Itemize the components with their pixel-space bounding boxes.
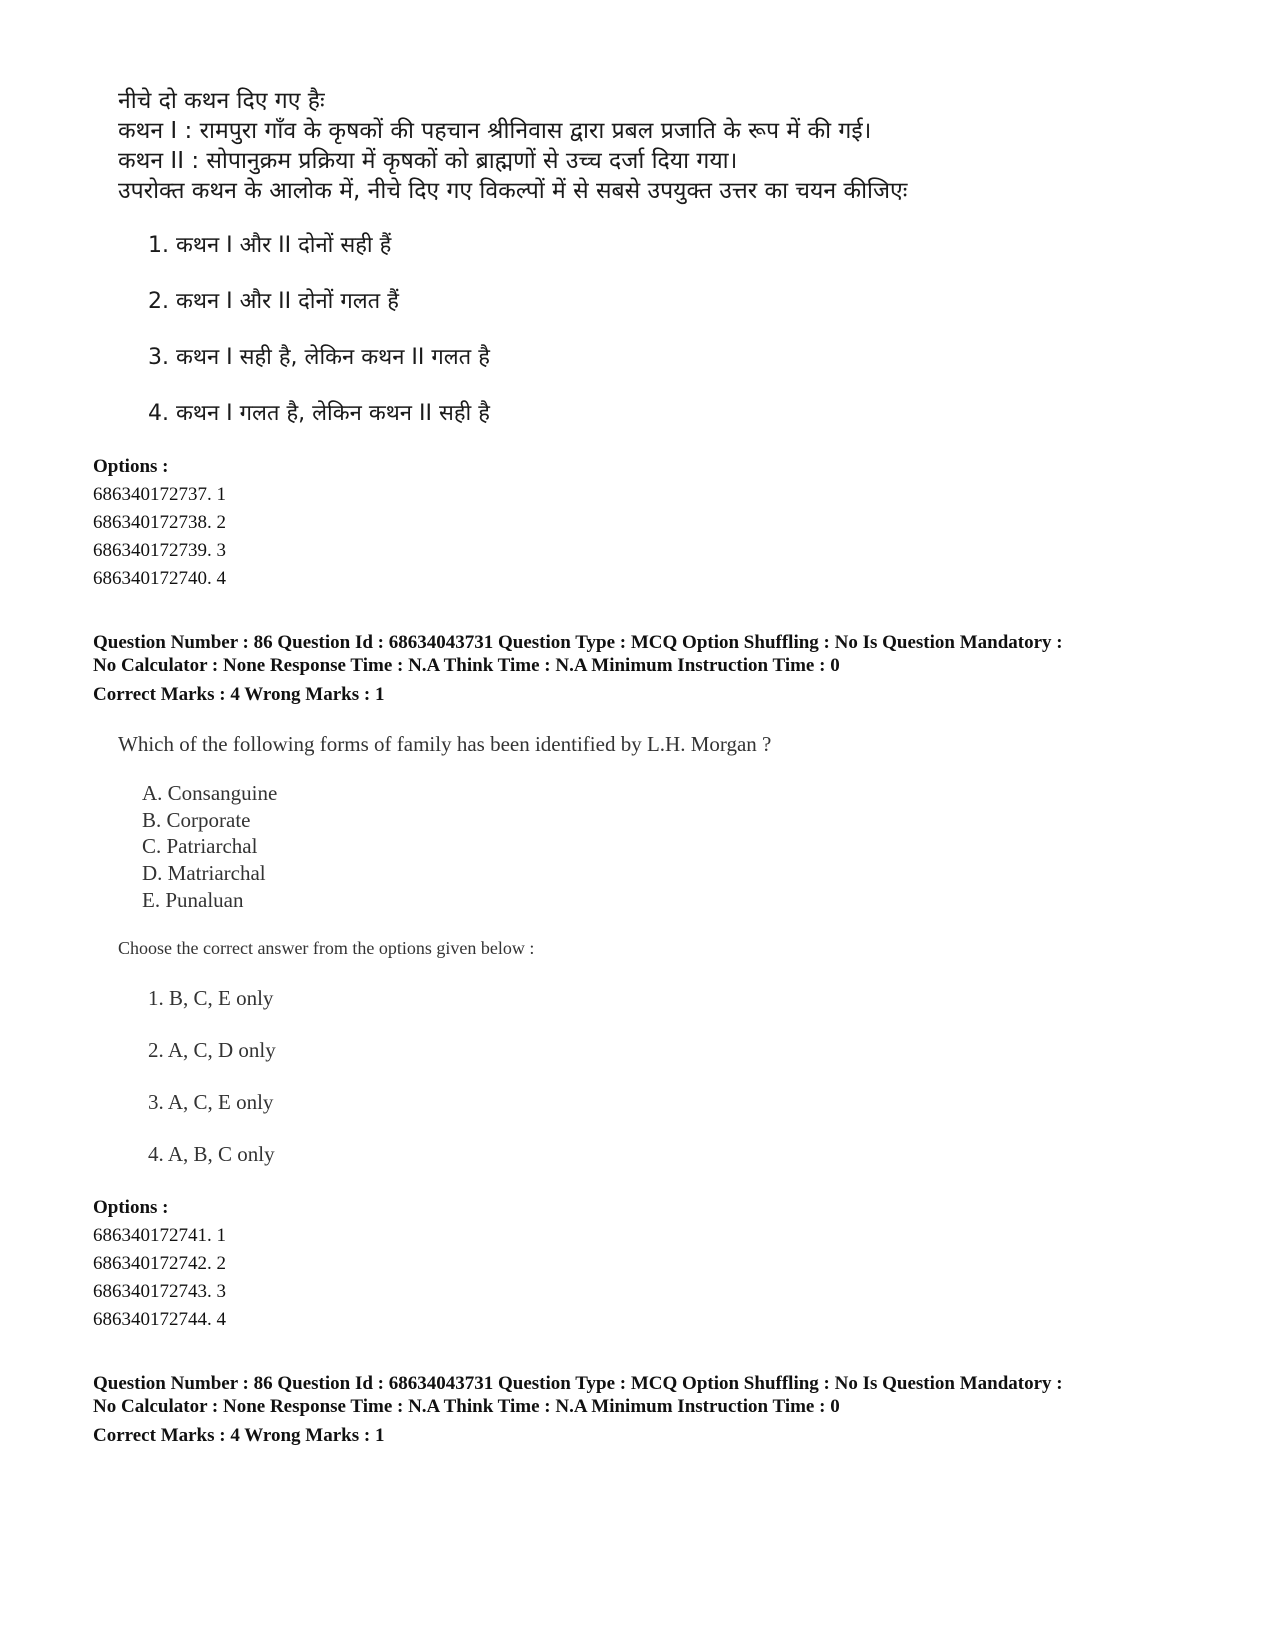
list-item: C. Patriarchal [142,834,258,858]
hindi-choice-1: 1. कथन I और II दोनों सही हैं [148,233,392,258]
marks-line: Correct Marks : 4 Wrong Marks : 1 [93,684,385,705]
hindi-choice-2: 2. कथन I और II दोनों गलत हैं [148,289,399,314]
marks-line: Correct Marks : 4 Wrong Marks : 1 [93,1425,385,1446]
list-item: B. Corporate [142,808,251,832]
option-row: 686340172742. 2 [93,1253,226,1274]
option-row: 686340172738. 2 [93,512,226,533]
list-item: E. Punaluan [142,888,244,912]
question-stem: Which of the following forms of family has been identified by L.H. Morgan ? [118,732,772,756]
option-row: 686340172743. 3 [93,1281,226,1302]
option-row: 686340172741. 1 [93,1225,226,1246]
option-row: 686340172737. 1 [93,484,226,505]
hindi-question-instruction: उपरोक्त कथन के आलोक में, नीचे दिए गए विकल्पों में से सबसे उपयुक्त उत्तर का चयन कीजिएः [118,178,908,204]
list-item: D. Matriarchal [142,861,266,885]
answer-choice-2: 2. A, C, D only [148,1038,276,1062]
options-heading: Options : [93,456,169,477]
answer-choice-1: 1. B, C, E only [148,986,274,1010]
option-row: 686340172739. 3 [93,540,226,561]
list-item: A. Consanguine [142,781,278,805]
answer-instruction: Choose the correct answer from the options given below : [118,938,535,958]
hindi-statement-1: कथन I : रामपुरा गाँव के कृषकों की पहचान श्रीनिवास द्वारा प्रबल प्रजाति के रूप में की गई। [118,118,872,144]
question-meta-line: No Calculator : None Response Time : N.A Think Time : N.A Minimum Instruction Time : 0 [93,1396,840,1417]
options-heading: Options : [93,1197,169,1218]
hindi-choice-4: 4. कथन I गलत है, लेकिन कथन II सही है [148,401,490,426]
hindi-question-intro: नीचे दो कथन दिए गए हैः [118,88,325,114]
option-row: 686340172744. 4 [93,1309,226,1330]
option-row: 686340172740. 4 [93,568,226,589]
question-meta-line: Question Number : 86 Question Id : 68634043731 Question Type : MCQ Option Shuffling : No Is Question Mandatory : [93,632,1063,653]
answer-choice-4: 4. A, B, C only [148,1142,275,1166]
hindi-statement-2: कथन II : सोपानुक्रम प्रक्रिया में कृषकों को ब्राह्मणों से उच्च दर्जा दिया गया। [118,148,738,174]
question-meta-line: Question Number : 86 Question Id : 68634043731 Question Type : MCQ Option Shuffling : No Is Question Mandatory : [93,1373,1063,1394]
question-meta-line: No Calculator : None Response Time : N.A Think Time : N.A Minimum Instruction Time : 0 [93,655,840,676]
answer-choice-3: 3. A, C, E only [148,1090,274,1114]
hindi-choice-3: 3. कथन I सही है, लेकिन कथन II गलत है [148,345,490,370]
